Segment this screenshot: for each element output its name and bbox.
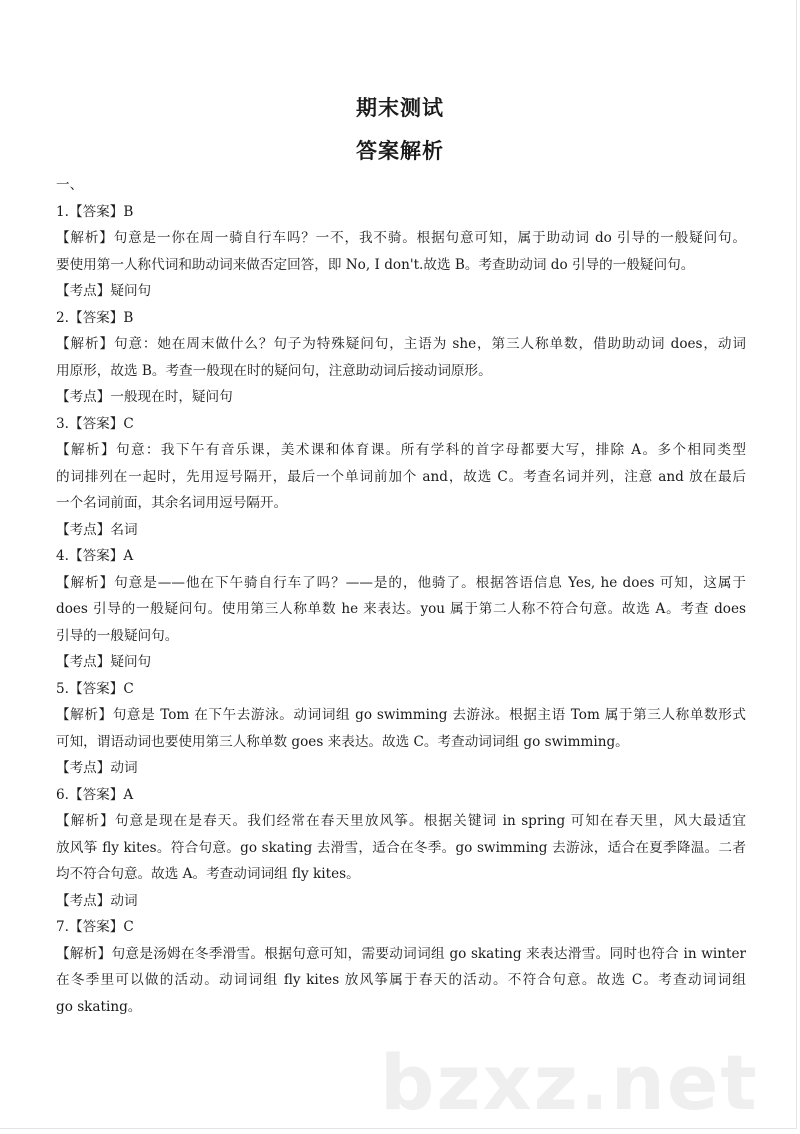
analysis-line: 【解析】句意：我下午有音乐课，美术课和体育课。所有学科的首字母都要大写，排除 A。多个相同类型 — [56, 442, 746, 458]
analysis-line: 【解析】句意是——他在下午骑自行车了吗？——是的，他骑了。根据答语信息 Yes, he does 可知，这属于 — [56, 574, 746, 591]
analysis-line: go skating。 — [56, 998, 142, 1015]
analysis-line: 【解析】句意是 Tom 在下午去游泳。动词词组 go swimming 去游泳。根据主语 Tom 属于第三人称单数形式 — [56, 707, 746, 723]
analysis-line: 【解析】句意是汤姆在冬季滑雪。根据句意可知，需要动词词组 go skating 来表达滑雪。同时也符合 in winter — [56, 945, 746, 962]
analysis-line: 引导的一般疑问句。 — [56, 627, 179, 644]
key-point-line: 【考点】动词 — [56, 892, 138, 909]
analysis-line: 要使用第一人称代词和助动词来做否定回答，即 No, I don't.故选 B。考查助动词 do 引导的一般疑问句。 — [56, 256, 695, 273]
key-point-line: 【考点】名词 — [56, 521, 138, 538]
answer-line: 5.【答案】C — [56, 680, 134, 697]
answer-line: 2.【答案】B — [56, 309, 134, 326]
analysis-line: 在冬季里可以做的活动。动词词组 fly kites 放风筝属于春天的活动。不符合句意。故选 C。考查动词词组 — [56, 972, 746, 988]
answer-line: 1.【答案】B — [56, 203, 134, 220]
analysis-line: 一个名词前面，其余名词用逗号隔开。 — [56, 495, 288, 511]
answer-line: 7.【答案】C — [56, 919, 134, 935]
answer-line: 4.【答案】A — [56, 548, 134, 564]
page-subtitle: 答案解析 — [356, 139, 444, 163]
watermark: bzxz.net — [380, 1038, 759, 1127]
analysis-line: 放风筝 fly kites。符合句意。go skating 去滑雪，适合在冬季。go swimming 去游泳，适合在夏季降温。二者 — [56, 839, 746, 856]
answer-list — [56, 172, 746, 1020]
analysis-line: 【解析】句意是一你在周一骑自行车吗？一不，我不骑。根据句意可知，属于助动词 do 引导的一般疑问句。 — [56, 230, 746, 246]
key-point-line: 【考点】一般现在时，疑问句 — [56, 389, 233, 405]
analysis-line: 【解析】句意：她在周末做什么？句子为特殊疑问句，主语为 she，第三人称单数，借助助动词 does，动词 — [56, 336, 746, 352]
key-point-line: 【考点】疑问句 — [56, 283, 152, 299]
analysis-line: 的词排列在一起时，先用逗号隔开，最后一个单词前加个 and，故选 C。考查名词并列，注意 and 放在最后 — [56, 468, 746, 485]
analysis-line: 【解析】句意是现在是春天。我们经常在春天里放风筝。根据关键词 in spring 可知在春天里，风大最适宜 — [56, 813, 746, 829]
analysis-line: 均不符合句意。故选 A。考查动词词组 fly kites。 — [56, 866, 360, 882]
analysis-line: 可知，谓语动词也要使用第三人称单数 goes 来表达。故选 C。考查动词词组 go swimming。 — [56, 733, 629, 750]
answer-line: 3.【答案】C — [56, 415, 134, 432]
answer-line: 6.【答案】A — [56, 786, 134, 803]
section-label: 一、 — [56, 177, 84, 193]
key-point-line: 【考点】动词 — [56, 760, 138, 776]
key-point-line: 【考点】疑问句 — [56, 654, 152, 670]
analysis-line: does 引导的一般疑问句。使用第三人称单数 he 来表达。you 属于第二人称不符合句意。故选 A。考查 does — [56, 601, 746, 617]
page-title: 期末测试 — [356, 96, 444, 120]
analysis-line: 用原形，故选 B。考查一般现在时的疑问句，注意助动词后接动词原形。 — [56, 362, 492, 379]
